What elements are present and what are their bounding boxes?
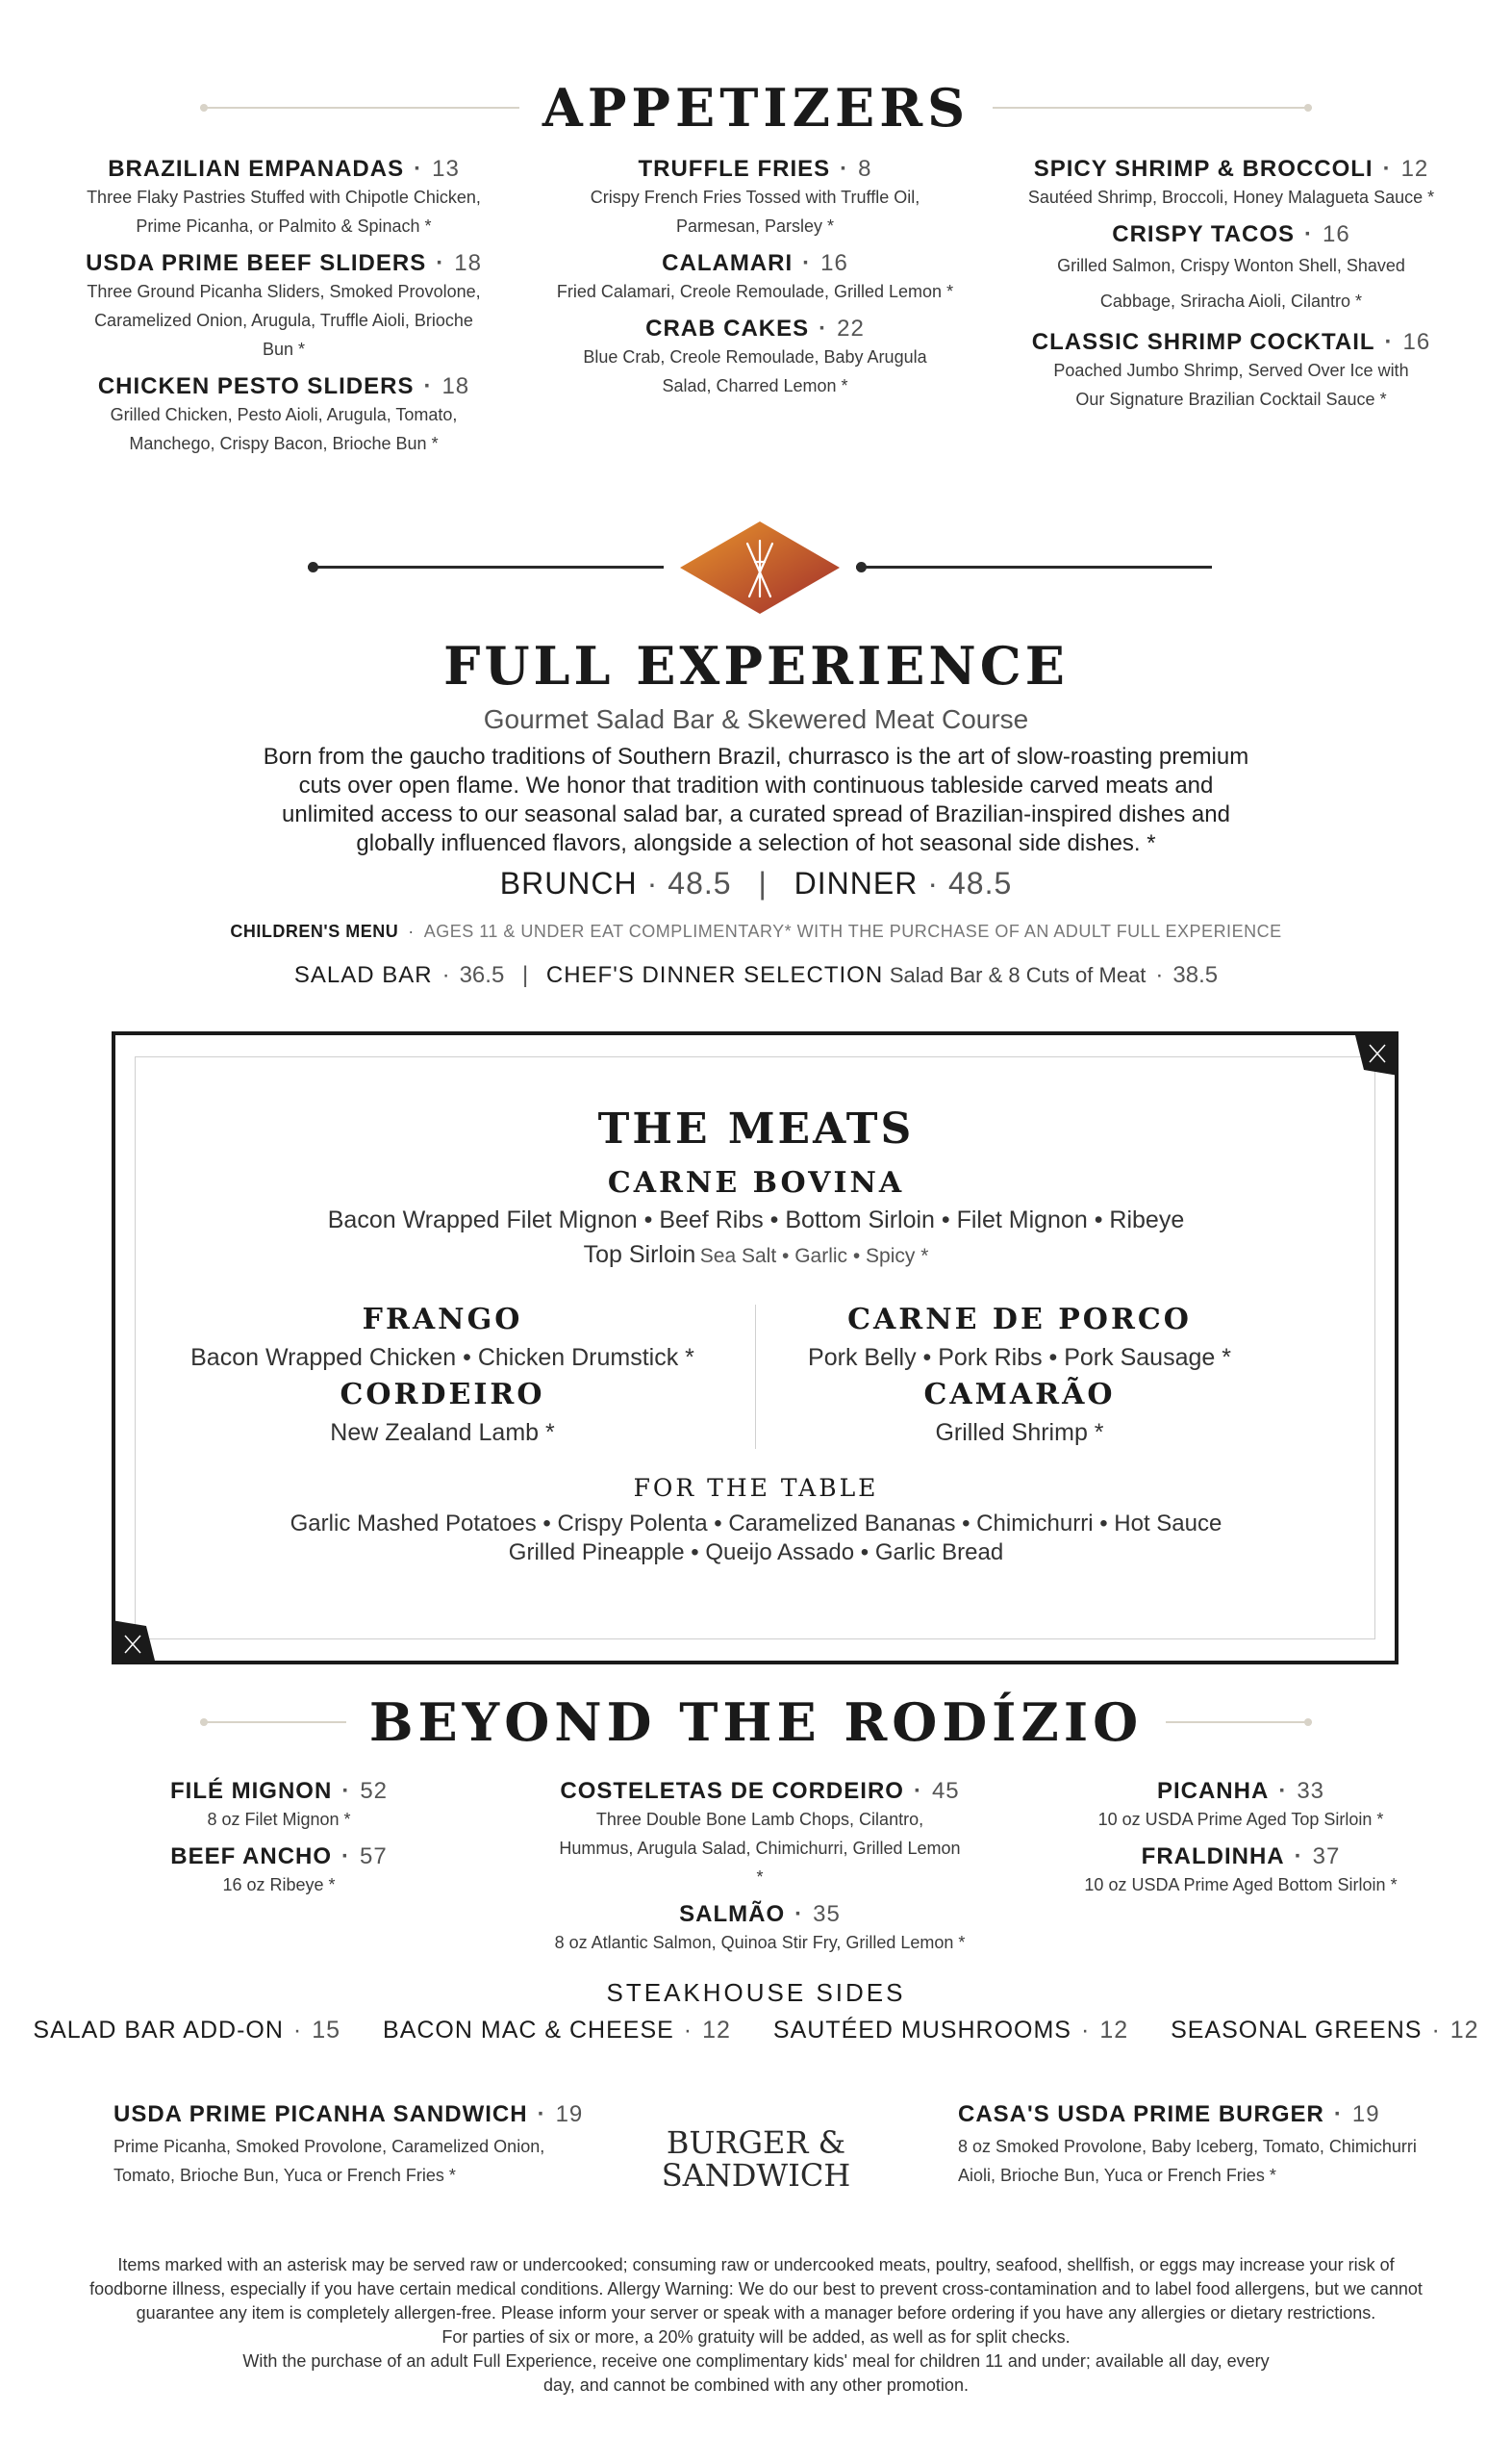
item-price: 19	[555, 2101, 584, 2127]
carne-de-porco-list: Pork Belly • Pork Ribs • Pork Sausage *	[808, 1344, 1231, 1371]
item-price: 18	[454, 250, 482, 276]
item-description: Crispy French Fries Tossed with Truffle Oil, Parmesan, Parsley *	[590, 188, 920, 236]
frango-list: Bacon Wrapped Chicken • Chicken Drumstick *	[190, 1344, 694, 1371]
menu-item: CLASSIC SHRIMP COCKTAIL · 16 Poached Jumbo Shrimp, Served Over Ice with Our Signature Brazilian Cocktail Sauce *	[1010, 329, 1452, 414]
salad-bar-label: SALAD BAR	[293, 962, 433, 988]
camarao-title: CAMARÃO	[923, 1378, 1116, 1411]
item-name: SPICY SHRIMP & BROCCOLI	[1033, 156, 1373, 182]
item-description: Fried Calamari, Creole Remoulade, Grilled Lemon *	[556, 282, 954, 301]
gratuity-note: For parties of six or more, a 20% gratuity will be added, as well as for split checks.	[441, 2327, 1071, 2347]
salad-bar-price: 36.5	[459, 962, 505, 988]
item-name: BEEF ANCHO	[170, 1843, 333, 1869]
item-description: Grilled Salmon, Crispy Wonton Shell, Shaved Cabbage, Sriracha Aioli, Cilantro *	[1057, 256, 1405, 311]
item-description: Prime Picanha, Smoked Provolone, Caramelized Onion, Tomato, Brioche Bun, Yuca or French Fries *	[113, 2137, 545, 2185]
childrens-menu-text: AGES 11 & UNDER EAT COMPLIMENTARY* WITH THE PURCHASE OF AN ADULT FULL EXPERIENCE	[423, 922, 1282, 941]
beyond-column-1	[106, 1778, 452, 1909]
menu-item: COSTELETAS DE CORDEIRO · 45 Three Double Bone Lamb Chops, Cilantro, Hummus, Arugula Salad, Chimichurri, Grilled Lemon *	[539, 1778, 981, 1892]
item-name: USDA PRIME BEEF SLIDERS	[86, 250, 427, 276]
top-sirloin: Top Sirloin	[583, 1241, 696, 1268]
menu-item: CALAMARI · 16 Fried Calamari, Creole Remoulade, Grilled Lemon *	[539, 250, 971, 306]
beyond-title: BEYOND THE RODÍZIO	[368, 1691, 1144, 1753]
item-description: Blue Crab, Creole Remoulade, Baby Arugula Salad, Charred Lemon *	[583, 347, 927, 395]
separator: |	[758, 866, 768, 901]
for-the-table-line-2: Grilled Pineapple • Queijo Assado • Garlic Bread	[508, 1539, 1004, 1565]
item-price: 13	[432, 156, 460, 182]
side-price: 12	[702, 2017, 731, 2044]
burger-sandwich-heading	[635, 2126, 877, 2192]
item-description: Three Double Bone Lamb Chops, Cilantro, Hummus, Arugula Salad, Chimichurri, Grilled Lemon *	[559, 1810, 961, 1887]
section-divider	[308, 520, 1212, 616]
divider-rule	[308, 566, 664, 569]
item-name: CRISPY TACOS	[1112, 221, 1296, 247]
item-price: 45	[931, 1778, 960, 1804]
divider-rule	[856, 566, 1212, 569]
brunch-label: BRUNCH	[499, 866, 638, 901]
item-name: CHICKEN PESTO SLIDERS	[97, 373, 415, 399]
column-divider	[755, 1305, 756, 1449]
dinner-price: 48.5	[947, 866, 1013, 901]
side-name: SALAD BAR ADD-ON	[33, 2017, 284, 2044]
heading-rule	[1166, 1721, 1312, 1723]
item-description: Sautéed Shrimp, Broccoli, Honey Malagueta Sauce *	[1027, 188, 1435, 207]
item-description: Grilled Chicken, Pesto Aioli, Arugula, Tomato, Manchego, Crispy Bacon, Brioche Bun *	[110, 405, 458, 453]
steakhouse-sides-title: STEAKHOUSE SIDES	[606, 1978, 906, 2007]
heading-rule	[993, 107, 1312, 109]
cordeiro-list: New Zealand Lamb *	[330, 1419, 555, 1446]
item-name: FILÉ MIGNON	[169, 1778, 333, 1804]
item-price: 33	[1297, 1778, 1325, 1804]
menu-item: BEEF ANCHO · 57 16 oz Ribeye *	[106, 1843, 452, 1899]
item-description: 8 oz Filet Mignon *	[207, 1810, 351, 1829]
carne-bovina-title: CARNE BOVINA	[607, 1166, 905, 1200]
item-name: CASA'S USDA PRIME BURGER	[958, 2101, 1324, 2127]
footer-disclaimer	[87, 2253, 1425, 2398]
dinner-label: DINNER	[794, 866, 919, 901]
side-name: SEASONAL GREENS	[1171, 2017, 1423, 2044]
side-item: SALAD BAR ADD-ON · 15	[33, 2017, 341, 2044]
heading-rule	[200, 107, 519, 109]
childrens-menu-row: CHILDREN'S MENU · AGES 11 & UNDER EAT COMPLIMENTARY* WITH THE PURCHASE OF AN ADULT FULL EXPERIENCE	[230, 922, 1282, 941]
top-sirloin-variants: Sea Salt • Garlic • Spicy *	[699, 1245, 929, 1267]
chef-selection-price: 38.5	[1172, 962, 1219, 988]
chef-selection-desc: Salad Bar & 8 Cuts of Meat	[889, 963, 1147, 987]
item-price: 12	[1400, 156, 1429, 182]
item-price: 52	[360, 1778, 389, 1804]
menu-item: BRAZILIAN EMPANADAS · 13 Three Flaky Pastries Stuffed with Chipotle Chicken, Prime Picanha, or Palmito & Spinach *	[67, 156, 500, 241]
side-price: 15	[312, 2017, 341, 2044]
appetizers-title: APPETIZERS	[542, 77, 970, 139]
side-name: BACON MAC & CHEESE	[383, 2017, 674, 2044]
for-the-table-title: FOR THE TABLE	[633, 1474, 879, 1502]
item-name: USDA PRIME PICANHA SANDWICH	[113, 2101, 528, 2127]
item-price: 16	[1402, 329, 1431, 355]
side-item: BACON MAC & CHEESE · 12	[383, 2017, 731, 2044]
menu-item: USDA PRIME BEEF SLIDERS · 18 Three Ground Picanha Sliders, Smoked Provolone, Caramelized Onion, Arugula, Truffle Aioli, Brioche Bun *	[67, 250, 500, 364]
item-description: 8 oz Smoked Provolone, Baby Iceberg, Tomato, Chimichurri Aioli, Brioche Bun, Yuca or French Fries *	[958, 2137, 1417, 2185]
appetizers-column-3	[1010, 156, 1452, 423]
frango-block	[173, 1303, 712, 1447]
menu-item: PICANHA · 33 10 oz USDA Prime Aged Top Sirloin *	[1048, 1778, 1433, 1834]
allergy-warning: Items marked with an asterisk may be served raw or undercooked; consuming raw or undercooked meats, poultry, seafood, shellfish, or eggs may increase your risk of foodborne illness, especially if you have certain medical conditions. Allergy Warning: We do our best to prevent cross-contamination and to label food allergens, but we cannot guarantee any item is completely allergen-free. Please inform your server or speak with a manager before ordering if you have any allergies or dietary restrictions.	[89, 2255, 1423, 2323]
item-name: PICANHA	[1156, 1778, 1270, 1804]
item-description: Three Flaky Pastries Stuffed with Chipotle Chicken, Prime Picanha, or Palmito & Spinach *	[87, 188, 481, 236]
menu-item: CRISPY TACOS · 16 Grilled Salmon, Crispy Wonton Shell, Shaved Cabbage, Sriracha Aioli, Cilantro *	[1010, 221, 1452, 319]
frango-title: FRANGO	[362, 1303, 523, 1336]
beyond-header	[0, 1691, 1512, 1753]
childrens-menu-label: CHILDREN'S MENU	[230, 922, 399, 941]
skewer-corner-icon	[1354, 1031, 1399, 1076]
item-name: BRAZILIAN EMPANADAS	[108, 156, 405, 182]
kids-meal-note: With the purchase of an adult Full Experience, receive one complimentary kids' meal for children 11 and under; available all day, every day, and cannot be combined with any other promotion.	[242, 2351, 1270, 2395]
item-price: 16	[820, 250, 848, 276]
side-item: SAUTÉED MUSHROOMS · 12	[772, 2017, 1129, 2044]
item-description: 8 oz Atlantic Salmon, Quinoa Stir Fry, Grilled Lemon *	[554, 1933, 966, 1952]
picanha-sandwich-item: USDA PRIME PICANHA SANDWICH · 19 Prime Picanha, Smoked Provolone, Caramelized Onion, Tomato, Brioche Bun, Yuca or French Fries *	[113, 2101, 594, 2190]
item-description: Poached Jumbo Shrimp, Served Over Ice with Our Signature Brazilian Cocktail Sauce *	[1053, 361, 1409, 409]
menu-item: TRUFFLE FRIES · 8 Crispy French Fries Tossed with Truffle Oil, Parmesan, Parsley *	[539, 156, 971, 241]
item-name: TRUFFLE FRIES	[638, 156, 831, 182]
side-item: SEASONAL GREENS · 12	[1171, 2017, 1479, 2044]
camarao-list: Grilled Shrimp *	[935, 1419, 1104, 1446]
item-name: CRAB CAKES	[645, 316, 810, 342]
item-price: 18	[441, 373, 470, 399]
for-the-table-line-1: Garlic Mashed Potatoes • Crispy Polenta • Caramelized Bananas • Chimichurri • Hot Sauce	[290, 1511, 1222, 1536]
menu-item: CHICKEN PESTO SLIDERS · 18 Grilled Chicken, Pesto Aioli, Arugula, Tomato, Manchego, Crispy Bacon, Brioche Bun *	[67, 373, 500, 458]
item-name: COSTELETAS DE CORDEIRO	[560, 1778, 904, 1804]
menu-item: FRALDINHA · 37 10 oz USDA Prime Aged Bottom Sirloin *	[1048, 1843, 1433, 1899]
full-experience-title: FULL EXPERIENCE	[443, 635, 1069, 697]
item-name: SALMÃO	[679, 1901, 786, 1927]
appetizers-header	[0, 77, 1512, 139]
steakhouse-sides-list	[0, 2017, 1512, 2044]
heading-rule	[200, 1721, 346, 1723]
menu-item: FILÉ MIGNON · 52 8 oz Filet Mignon *	[106, 1778, 452, 1834]
beyond-column-2	[539, 1778, 981, 1967]
appetizers-column-2	[539, 156, 971, 410]
beyond-column-3	[1048, 1778, 1433, 1909]
pricing-row: BRUNCH · 48.5 | DINNER · 48.5	[499, 866, 1013, 901]
crossed-skewers-icon	[678, 520, 842, 616]
menu-item: SPICY SHRIMP & BROCCOLI · 12 Sautéed Shrimp, Broccoli, Honey Malagueta Sauce *	[1010, 156, 1452, 212]
item-price: 37	[1312, 1843, 1341, 1869]
menu-item: CRAB CAKES · 22 Blue Crab, Creole Remoulade, Baby Arugula Salad, Charred Lemon *	[539, 316, 971, 400]
item-price: 8	[858, 156, 872, 182]
item-description: 16 oz Ribeye *	[222, 1875, 336, 1894]
item-description: 10 oz USDA Prime Aged Top Sirloin *	[1097, 1810, 1384, 1829]
porco-block	[769, 1303, 1270, 1447]
cordeiro-title: CORDEIRO	[340, 1378, 545, 1411]
item-price: 19	[1351, 2101, 1380, 2127]
meats-title: THE MEATS	[597, 1105, 915, 1154]
item-description: 10 oz USDA Prime Aged Bottom Sirloin *	[1084, 1875, 1398, 1894]
side-price: 12	[1099, 2017, 1129, 2044]
burger-sandwich-line-2: SANDWICH	[661, 2157, 851, 2194]
brunch-price: 48.5	[668, 866, 732, 901]
item-price: 16	[1323, 221, 1350, 247]
prime-burger-item: CASA'S USDA PRIME BURGER · 19 8 oz Smoked Provolone, Baby Iceberg, Tomato, Chimichurri Aioli, Brioche Bun, Yuca or French Fries *	[958, 2101, 1439, 2190]
side-name: SAUTÉED MUSHROOMS	[772, 2017, 1071, 2044]
skewer-corner-icon	[112, 1620, 156, 1664]
item-price: 22	[837, 316, 865, 342]
carne-bovina-list: Bacon Wrapped Filet Mignon • Beef Ribs • Bottom Sirloin • Filet Mignon • Ribeye	[327, 1206, 1185, 1233]
item-name: CLASSIC SHRIMP COCKTAIL	[1031, 329, 1375, 355]
item-name: CALAMARI	[662, 250, 794, 276]
appetizers-column-1	[67, 156, 500, 468]
full-experience-subtitle: Gourmet Salad Bar & Skewered Meat Course	[483, 704, 1029, 734]
carne-de-porco-title: CARNE DE PORCO	[847, 1303, 1192, 1336]
side-price: 12	[1449, 2017, 1479, 2044]
burger-sandwich-line-1: BURGER &	[666, 2124, 846, 2161]
full-experience-description: Born from the gaucho traditions of Southern Brazil, churrasco is the art of slow-roasting premium cuts over open flame. We honor that tradition with continuous tableside carved meats and unlimited access to our seasonal salad bar, a curated spread of Brazilian-inspired dishes and globally influenced flavors, alongside a selection of hot seasonal side dishes. *	[263, 744, 1249, 856]
separator: |	[521, 962, 529, 988]
menu-item: SALMÃO · 35 8 oz Atlantic Salmon, Quinoa Stir Fry, Grilled Lemon *	[539, 1901, 981, 1957]
chef-selection-label: CHEF'S DINNER SELECTION	[545, 962, 884, 988]
carne-bovina-line-2	[0, 1241, 1512, 1269]
item-description: Three Ground Picanha Sliders, Smoked Provolone, Caramelized Onion, Arugula, Truffle Aioli, Brioche Bun *	[87, 282, 481, 359]
item-price: 57	[360, 1843, 388, 1869]
item-name: FRALDINHA	[1141, 1843, 1285, 1869]
item-price: 35	[813, 1901, 841, 1927]
salad-bar-row: SALAD BAR · 36.5 | CHEF'S DINNER SELECTION Salad Bar & 8 Cuts of Meat · 38.5	[293, 962, 1219, 988]
